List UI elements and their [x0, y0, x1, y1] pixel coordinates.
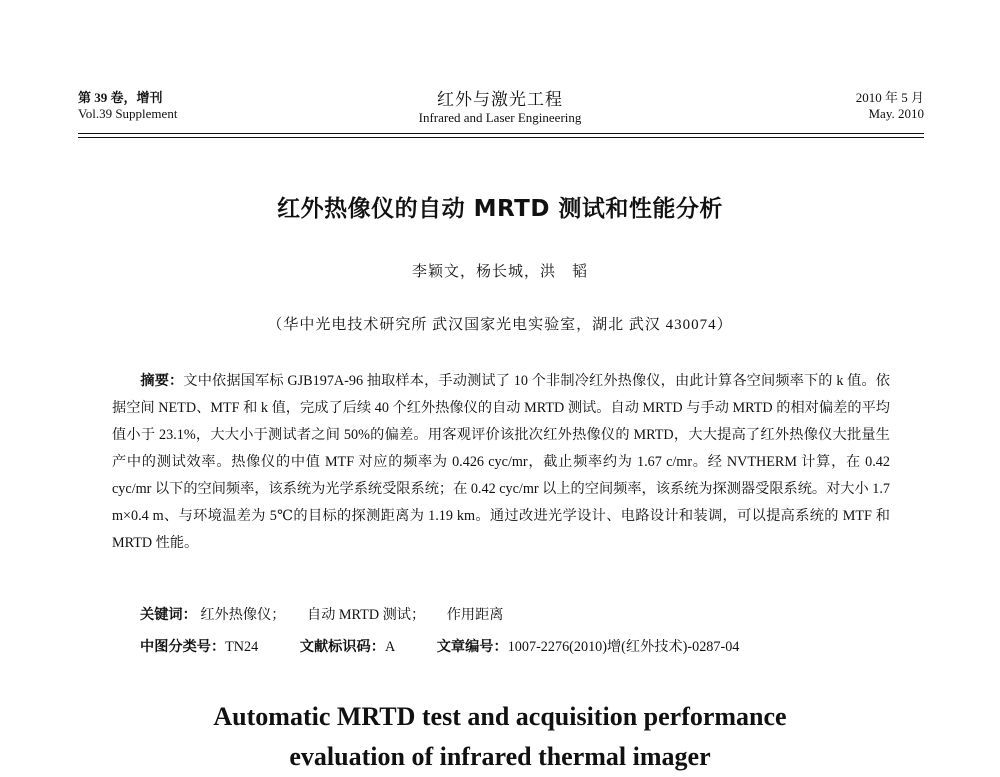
header-rule-thick	[78, 133, 924, 134]
keyword-item: 作用距离	[446, 607, 504, 623]
keyword-item: 自动 MRTD 测试；	[307, 607, 426, 623]
paper-title-cn: 红外热像仪的自动 MRTD 测试和性能分析	[277, 196, 723, 222]
abstract-label: 摘要：	[140, 373, 184, 389]
clc-label: 中图分类号：	[140, 639, 226, 655]
journal-name-cn: 红外与激光工程	[437, 90, 563, 109]
volume-en: Vol.39 Supplement	[78, 106, 178, 121]
authors: 李颖文，杨长城，洪 韬	[411, 264, 588, 280]
header-left	[78, 90, 177, 122]
date-cn: 2010 年 5 月	[855, 90, 924, 105]
classification	[140, 636, 900, 656]
clc-value: TN24	[225, 639, 259, 655]
affiliation: （华中光电技术研究所 武汉国家光电实验室，湖北 武汉 430074）	[267, 317, 733, 333]
title-en-line-2: evaluation of infrared thermal imager	[289, 742, 711, 771]
doc-code-value: A	[384, 639, 396, 655]
header-center	[360, 90, 640, 126]
keywords	[140, 604, 521, 624]
abstract	[112, 368, 890, 557]
volume-cn: 第 39 卷，增刊	[78, 90, 163, 105]
article-number-value: 1007-2276(2010)增(红外技术)-0287-04	[507, 639, 740, 655]
header-rule-thin	[78, 137, 924, 138]
paper-title-en	[0, 697, 1000, 777]
abstract-text: 文中依据国军标 GJB197A-96 抽取样本，手动测试了 10 个非制冷红外热像仪，由此计算各空间频率下的 k 值。依据空间 NETD、MTF 和 k 值，完成了后续 40 个红外热像仪的自动 MRTD 测试。自动 MRTD 与手动 MRTD 的相对偏差的平均值小于 23.1%，大大小于测试者之间 50%的偏差。用客观评价该批次红外热像仪的 MRTD，大大提高了红外热像仪大批量生产中的测试效率。热像仪的中值 MTF 对应的频率为 0.426 cyc/mr，截止频率约为 1.67 c/mr。经 NVTHERM 计算，在 0.42 cyc/mr 以下的空间频率，该系统为光学系统受限系统；在 0.42 cyc/mr 以上的空间频率，该系统为探测器受限系统。对大小 1.7 m×0.4 m、与环境温差为 5℃的目标的探测距离为 1.19 km。通过改进光学设计、电路设计和装调，可以提高系统的 MTF 和 MRTD 性能。	[112, 373, 890, 551]
keyword-item: 红外热像仪；	[200, 607, 286, 623]
keywords-label: 关键词：	[140, 607, 197, 623]
article-number-label: 文章编号：	[436, 639, 508, 655]
doc-code-label: 文献标识码：	[299, 639, 385, 655]
header-right	[856, 90, 924, 122]
date-en: May. 2010	[868, 106, 924, 121]
journal-name-en: Infrared and Laser Engineering	[418, 110, 582, 125]
title-en-line-1: Automatic MRTD test and acquisition performance	[213, 702, 787, 731]
